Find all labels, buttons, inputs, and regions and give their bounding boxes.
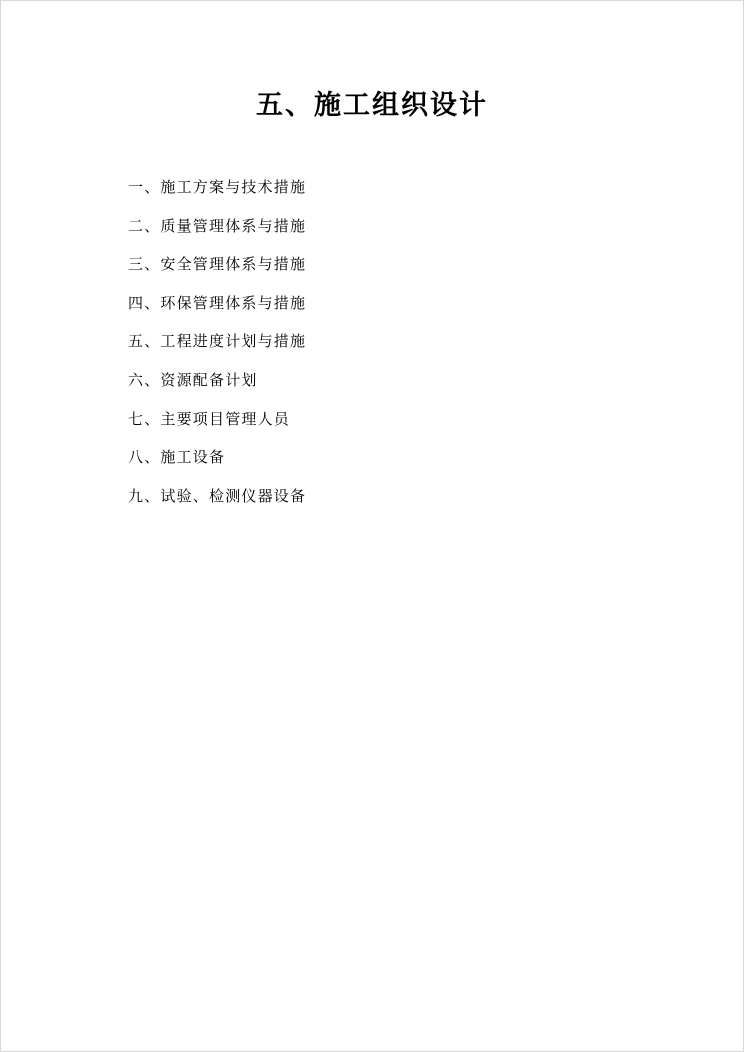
toc-item-5[interactable]: 五、工程进度计划与措施 xyxy=(128,332,307,351)
toc-item-7[interactable]: 七、主要项目管理人员 xyxy=(128,409,291,428)
toc-item-9[interactable]: 九、试验、检测仪器设备 xyxy=(128,486,307,505)
toc-item-2[interactable]: 二、质量管理体系与措施 xyxy=(128,216,307,235)
toc-item-4[interactable]: 四、环保管理体系与措施 xyxy=(128,293,307,312)
toc-item-3[interactable]: 三、安全管理体系与措施 xyxy=(128,255,307,274)
toc-item-1[interactable]: 一、施工方案与技术措施 xyxy=(128,178,307,196)
page-title: 五、施工组织设计 xyxy=(256,90,488,121)
table-of-contents xyxy=(128,168,598,515)
toc-item-8[interactable]: 八、施工设备 xyxy=(128,448,226,467)
toc-item-6[interactable]: 六、资源配备计划 xyxy=(128,370,258,389)
